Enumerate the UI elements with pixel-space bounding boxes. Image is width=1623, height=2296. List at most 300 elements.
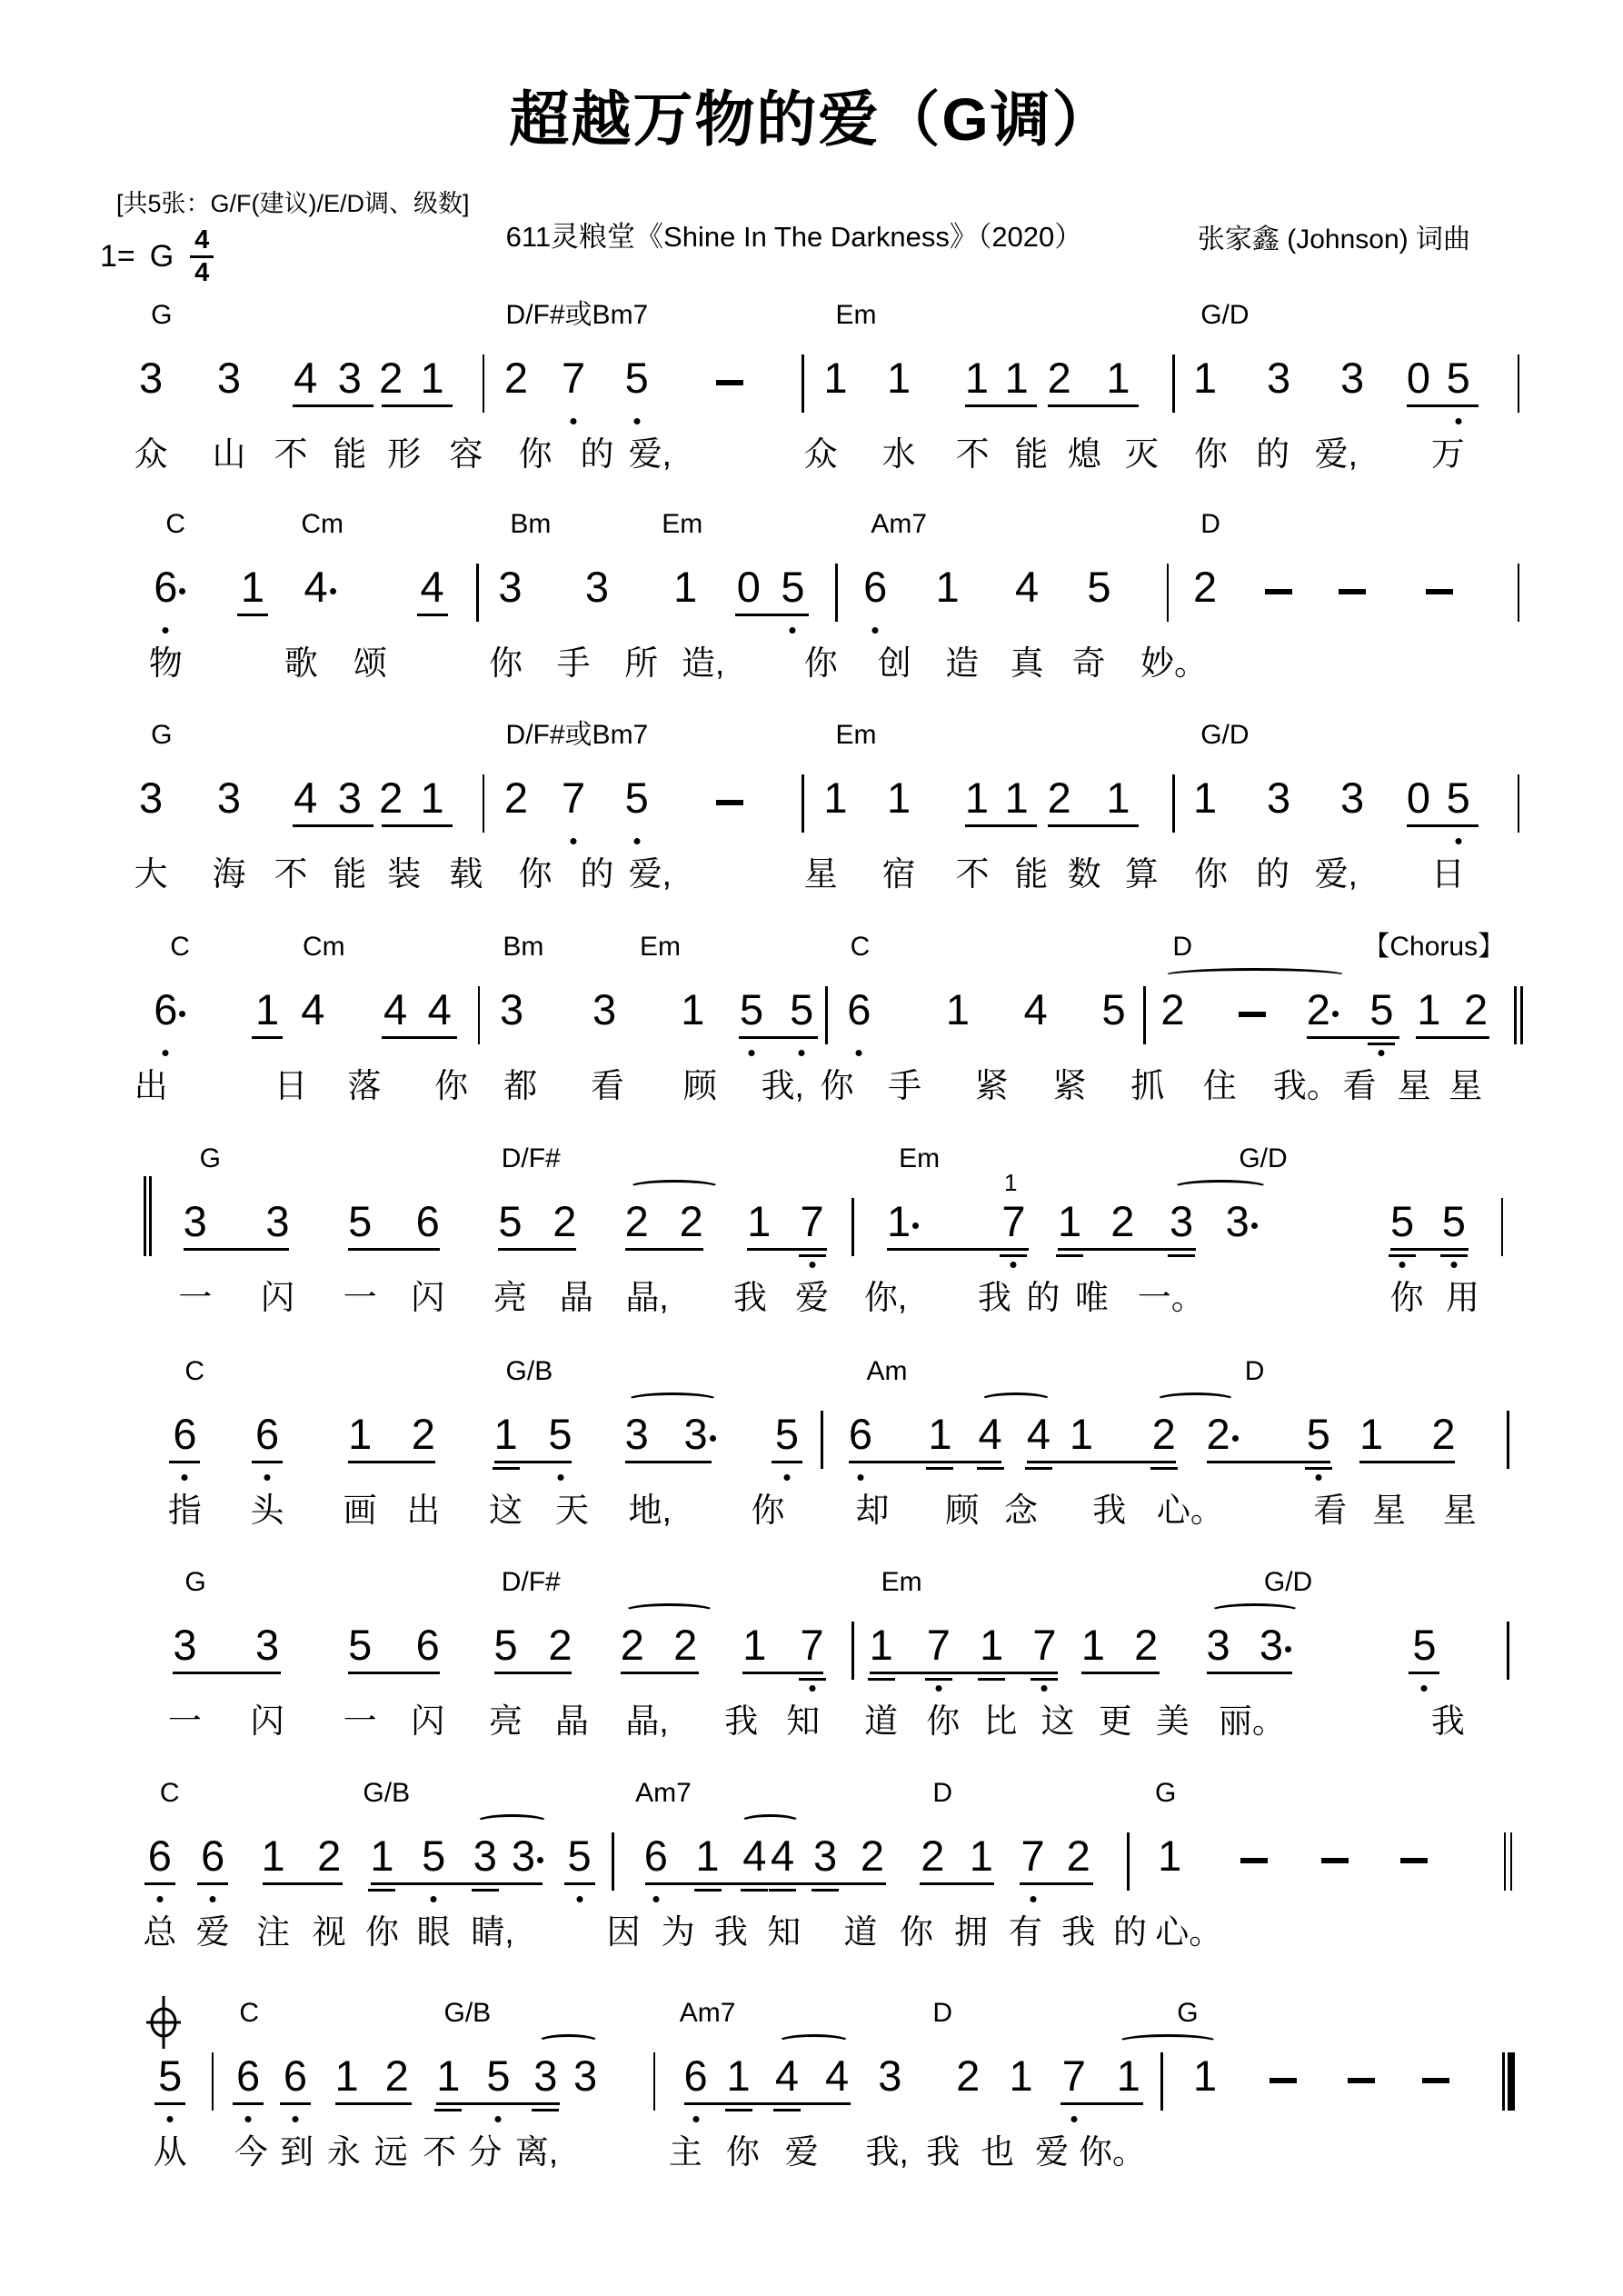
edition-note: [共5张：G/F(建议)/E/D调、级数] <box>116 190 470 217</box>
low-octave-dot <box>652 1896 659 1902</box>
note-digit: 5 <box>422 1832 446 1880</box>
chord-label: D <box>1200 509 1220 539</box>
lyric-syllable: 众 <box>134 435 168 473</box>
sustain-dash <box>716 380 743 385</box>
note-digit: 3 <box>1259 1621 1284 1669</box>
beam-line <box>645 1882 885 1885</box>
lyric-syllable: 我 <box>1061 1913 1096 1951</box>
note-digit: 5 <box>1087 563 1111 611</box>
lyric-syllable: 海 <box>212 855 246 893</box>
lyric-syllable: 爱 <box>195 1913 230 1951</box>
sustain-dash <box>1422 2078 1449 2083</box>
low-octave-dot <box>809 1685 815 1692</box>
low-octave-dot <box>495 2116 502 2122</box>
low-octave-dot <box>749 1050 755 1056</box>
note-digit: 3 <box>1266 354 1291 402</box>
low-octave-dot <box>1455 838 1461 844</box>
music-line <box>82 509 1554 722</box>
lyric-syllable: 你 <box>751 1492 785 1529</box>
slur-arc <box>623 1603 714 1619</box>
low-octave-dot <box>1070 2116 1077 2122</box>
lyric-syllable: 众 <box>803 435 838 473</box>
lyric-syllable: 爱, <box>628 435 672 473</box>
note-digit: 2 <box>1134 1621 1159 1669</box>
lyric-syllable: 奇 <box>1071 644 1106 682</box>
beam-line <box>684 2102 851 2105</box>
key-letter: G <box>149 239 174 274</box>
note-digit: 5 <box>1369 985 1394 1033</box>
augmentation-dot <box>1251 1223 1258 1229</box>
note-digit: 3 <box>139 354 164 402</box>
low-octave-dot <box>872 627 879 634</box>
note-digit: 3 <box>1339 354 1365 402</box>
lyric-syllable: 头 <box>250 1492 284 1529</box>
sustain-dash <box>1270 2078 1297 2083</box>
slur-arc <box>777 2034 851 2050</box>
lyric-syllable: 今 <box>234 2133 268 2171</box>
lyric-syllable: 一 <box>343 1279 377 1316</box>
note-digit: 2 <box>624 1197 649 1245</box>
note-underline-2 <box>868 1678 895 1681</box>
lyric-syllable: 你 <box>803 644 838 682</box>
note-underline <box>417 614 448 616</box>
low-octave-dot <box>1399 1262 1406 1268</box>
lyric-syllable: 我 <box>977 1279 1011 1316</box>
barline <box>1143 986 1146 1044</box>
chord-label: G <box>1154 1778 1177 1808</box>
note-digit: 4 <box>304 563 328 611</box>
barline <box>653 2052 656 2111</box>
start-double-barline <box>144 1176 146 1256</box>
note-underline <box>144 1882 175 1885</box>
note-digit: 4 <box>294 774 318 822</box>
note-digit: 1 <box>348 1410 373 1458</box>
low-octave-dot <box>809 1262 815 1268</box>
note-digit: 0 <box>736 563 761 611</box>
lyric-syllable: 你 <box>820 1067 854 1104</box>
chord-label: G/D <box>1263 1567 1313 1597</box>
note-digit: 1 <box>1080 1621 1106 1669</box>
lyric-syllable: 地, <box>628 1492 672 1529</box>
beam-line <box>173 1672 280 1674</box>
lyric-syllable: 为 <box>661 1913 695 1951</box>
lyric-syllable: 晶 <box>554 1702 589 1740</box>
chord-label: Bm <box>510 509 552 539</box>
lyric-syllable: 星 <box>1442 1492 1477 1529</box>
lyric-syllable: 出 <box>134 1067 168 1104</box>
note-digit: 2 <box>860 1832 885 1880</box>
lyric-syllable: 水 <box>881 435 916 473</box>
low-octave-dot <box>292 2116 298 2122</box>
barline <box>1501 1198 1504 1256</box>
slur-arc <box>980 1393 1051 1408</box>
lyric-syllable: 你 <box>518 435 553 473</box>
beam-line <box>1407 404 1479 407</box>
lyric-syllable: 我 <box>724 1702 759 1740</box>
note-digit: 7 <box>1001 1197 1026 1245</box>
note-digit: 1 <box>823 774 848 822</box>
lyric-syllable: 你 <box>364 1913 399 1951</box>
note-digit: 2 <box>503 354 528 402</box>
barline <box>825 986 828 1044</box>
note-digit: 1 <box>969 1832 993 1880</box>
lyric-syllable: 视 <box>312 1913 346 1951</box>
chord-label: Cm <box>301 509 344 539</box>
lyric-syllable: 能 <box>1014 855 1049 893</box>
beam-line <box>742 1672 823 1674</box>
beam-line <box>382 824 453 827</box>
lyric-syllable: 念 <box>1004 1492 1039 1529</box>
note-digit: 7 <box>562 774 586 822</box>
barline <box>476 564 479 622</box>
lyric-syllable: 一 <box>178 1279 213 1316</box>
note-digit: 6 <box>154 985 178 1033</box>
low-octave-dot <box>790 627 796 634</box>
slur-arc <box>537 2034 601 2050</box>
beam-line <box>371 1882 543 1885</box>
sustain-dash <box>1240 1858 1268 1863</box>
note-digit: 7 <box>1021 1832 1045 1880</box>
lyric-syllable: 山 <box>212 435 246 473</box>
lyric-syllable: 我 <box>1092 1492 1127 1529</box>
lyric-syllable: 这 <box>489 1492 523 1529</box>
note-digit: 2 <box>679 1197 703 1245</box>
note-underline-2 <box>925 1678 952 1681</box>
slur-arc <box>1162 968 1348 983</box>
beam-line <box>494 1461 573 1463</box>
lyric-syllable: 闪 <box>411 1279 445 1316</box>
chord-label: D <box>932 1778 953 1808</box>
note-digit: 5 <box>624 354 649 402</box>
lyric-syllable: 指 <box>167 1492 202 1529</box>
beam-line <box>1416 1036 1489 1039</box>
note-underline-2 <box>1440 1254 1468 1257</box>
note-digit: 4 <box>1026 1410 1051 1458</box>
note-digit: 5 <box>1101 985 1126 1033</box>
note-digit: 2 <box>1047 354 1071 402</box>
lyric-syllable: 有 <box>1008 1913 1042 1951</box>
note-underline-2 <box>1305 1467 1332 1470</box>
chord-label: G <box>199 1143 221 1173</box>
note-digit: 5 <box>1306 1410 1330 1458</box>
chord-label: G/D <box>1239 1143 1288 1173</box>
note-digit: 0 <box>1406 354 1431 402</box>
note-digit: 4 <box>294 354 318 402</box>
lyric-syllable: 闪 <box>411 1702 445 1740</box>
note-digit: 7 <box>800 1197 824 1245</box>
note-digit: 1 <box>945 985 970 1033</box>
note-digit: 4 <box>383 985 408 1033</box>
note-digit: 7 <box>1061 2051 1086 2100</box>
beam-line <box>436 2102 560 2105</box>
low-octave-dot <box>783 1474 790 1481</box>
chord-label: G/B <box>443 1998 492 2028</box>
chord-label: Cm <box>303 932 345 962</box>
time-numerator: 4 <box>194 225 210 255</box>
note-digit: 6 <box>235 2051 261 2100</box>
note-underline-2 <box>1056 1254 1083 1257</box>
beam-line <box>1359 1461 1455 1463</box>
note-underline-2 <box>434 2109 462 2111</box>
music-line <box>82 1998 1554 2211</box>
chord-label: D/F# <box>501 1143 561 1173</box>
note-digit: 2 <box>1206 1410 1230 1458</box>
note-digit: 2 <box>379 774 403 822</box>
augmentation-dot <box>710 1435 716 1442</box>
sustain-dash <box>1239 1012 1266 1017</box>
coda-icon <box>144 1992 183 2057</box>
sustain-dash <box>1265 589 1292 594</box>
sustain-dash <box>1426 589 1453 594</box>
lyric-syllable: 晶 <box>559 1279 593 1316</box>
music-line <box>82 720 1554 933</box>
beam-line <box>498 1248 576 1251</box>
lyric-syllable: 一 <box>167 1702 202 1740</box>
sustain-dash <box>1321 1858 1349 1863</box>
note-digit: 3 <box>1266 774 1291 822</box>
lyric-syllable: 美 <box>1155 1702 1190 1740</box>
note-digit: 4 <box>1023 985 1048 1033</box>
note-digit: 2 <box>411 1410 435 1458</box>
low-octave-dot <box>856 1050 862 1056</box>
note-digit: 3 <box>1339 774 1365 822</box>
note-underline-2 <box>773 2109 801 2111</box>
grace-note: 1 <box>1003 1169 1018 1196</box>
note-underline-2 <box>769 1889 796 1892</box>
note-digit: 1 <box>240 563 264 611</box>
chord-label: Am7 <box>635 1778 692 1808</box>
time-signature <box>190 227 214 286</box>
slur-arc <box>1172 1180 1268 1195</box>
lyric-syllable: 紧 <box>1052 1067 1087 1104</box>
lyric-syllable: 也 <box>981 2133 1015 2171</box>
beam-line <box>920 1882 995 1885</box>
lyric-syllable: 永 <box>326 2133 361 2171</box>
note-digit: 1 <box>887 1197 911 1245</box>
low-octave-dot <box>633 838 640 844</box>
lyric-syllable: 晶, <box>625 1279 669 1316</box>
chord-label: D/F# <box>501 1567 561 1597</box>
note-digit: 1 <box>1192 2051 1218 2100</box>
lyric-syllable: 熄 <box>1067 435 1101 473</box>
beam-line <box>1020 1882 1093 1885</box>
note-digit: 3 <box>337 774 362 822</box>
note-digit: 5 <box>781 563 805 611</box>
sustain-dash <box>1348 2078 1375 2083</box>
chord-label: C <box>239 1998 259 2028</box>
beam-line <box>621 1672 699 1674</box>
barline <box>1160 2052 1163 2111</box>
lyric-syllable: 我, <box>865 2133 909 2171</box>
note-digit: 1 <box>334 2051 359 2100</box>
lyric-syllable: 从 <box>153 2133 187 2171</box>
lyric-syllable: 一 <box>343 1702 377 1740</box>
lyric-syllable: 拥 <box>953 1913 988 1951</box>
note-underline-2 <box>1031 1678 1058 1681</box>
lyric-syllable: 你。 <box>1079 2133 1146 2171</box>
note-digit: 3 <box>1170 1197 1194 1245</box>
lyric-syllable: 载 <box>449 855 483 893</box>
lyric-syllable: 用 <box>1446 1279 1480 1316</box>
lyric-syllable: 落 <box>347 1067 382 1104</box>
beam-line <box>1048 404 1139 407</box>
chord-label: Em <box>662 509 703 539</box>
lyric-syllable: 丽。 <box>1218 1702 1286 1740</box>
barline <box>802 354 804 413</box>
note-underline <box>197 1882 228 1885</box>
low-octave-dot <box>245 2116 252 2122</box>
chord-label: G/B <box>505 1356 553 1386</box>
slur-arc <box>626 1393 719 1408</box>
note-digit: 1 <box>370 1832 394 1880</box>
beam-line <box>263 1882 342 1885</box>
note-digit: 3 <box>1225 1197 1250 1245</box>
lyric-syllable: 分 <box>468 2133 503 2171</box>
note-underline-2 <box>1368 1043 1395 1045</box>
double-barline <box>1514 986 1517 1044</box>
lyric-syllable: 比 <box>983 1702 1018 1740</box>
note-digit: 2 <box>673 1621 698 1669</box>
note-digit: 2 <box>1464 985 1489 1033</box>
lyric-syllable: 万 <box>1430 435 1465 473</box>
music-line <box>82 1567 1554 1780</box>
lyric-syllable: 你 <box>1194 435 1229 473</box>
note-digit: 1 <box>255 985 280 1033</box>
barline <box>1127 1832 1130 1891</box>
note-digit: 4 <box>771 1832 795 1880</box>
note-digit: 4 <box>427 985 452 1033</box>
note-digit: 3 <box>584 563 610 611</box>
sustain-dash <box>1400 1858 1428 1863</box>
section-label: 【Chorus】 <box>1362 932 1506 962</box>
beam-line <box>335 2102 412 2105</box>
music-line <box>82 932 1554 1144</box>
music-line <box>82 1356 1554 1569</box>
chord-label: D <box>1244 1356 1265 1386</box>
beam-line <box>625 1248 703 1251</box>
note-digit: 5 <box>158 2051 183 2100</box>
low-octave-dot <box>857 1474 863 1481</box>
lyric-syllable: 我 <box>1430 1702 1465 1740</box>
chord-label: C <box>850 932 871 962</box>
lyric-syllable: 你 <box>518 855 553 893</box>
beam-line <box>348 1672 439 1674</box>
note-digit: 1 <box>747 1197 772 1245</box>
chord-label: G/D <box>1200 300 1250 330</box>
note-digit: 5 <box>1412 1621 1437 1669</box>
lyric-syllable: 能 <box>333 435 367 473</box>
note-digit: 3 <box>878 2051 902 2100</box>
slur-arc <box>475 1814 549 1830</box>
note-digit: 3 <box>1206 1621 1230 1669</box>
low-octave-dot <box>1011 1262 1017 1268</box>
note-digit: 2 <box>1066 1832 1090 1880</box>
note-digit: 6 <box>847 985 871 1033</box>
note-digit: 1 <box>935 563 960 611</box>
note-digit: 6 <box>147 1832 172 1880</box>
note-digit: 2 <box>1110 1197 1135 1245</box>
lyric-syllable: 的 <box>580 855 614 893</box>
note-digit: 1 <box>1192 774 1218 822</box>
chord-label: Em <box>639 932 681 962</box>
note-digit: 2 <box>1160 985 1185 1033</box>
note-digit: 1 <box>1417 985 1441 1033</box>
lyric-syllable: 宿 <box>881 855 916 893</box>
note-underline <box>564 1882 595 1885</box>
note-underline-2 <box>725 2109 752 2111</box>
note-digit: 3 <box>624 1410 649 1458</box>
note-digit: 3 <box>511 1832 536 1880</box>
barline <box>1167 564 1170 622</box>
note-digit: 0 <box>1406 774 1431 822</box>
low-octave-dot <box>571 838 577 844</box>
beam-line <box>293 404 373 407</box>
lyric-syllable: 爱, <box>628 855 672 893</box>
note-digit: 1 <box>964 774 990 822</box>
lyric-syllable: 容 <box>449 435 483 473</box>
beam-line <box>184 1248 290 1251</box>
note-digit: 1 <box>1116 2051 1140 2100</box>
lyric-syllable: 主 <box>668 2133 702 2171</box>
beam-line <box>1207 1672 1292 1674</box>
beam-line <box>1060 2102 1143 2105</box>
chord-label: C <box>165 509 185 539</box>
lyric-syllable: 日 <box>1430 855 1465 893</box>
note-digit: 6 <box>863 563 888 611</box>
note-digit: 3 <box>592 985 617 1033</box>
note-digit: 5 <box>493 1621 518 1669</box>
lyric-syllable: 所 <box>624 644 659 682</box>
slur-arc <box>1117 2034 1219 2050</box>
sustain-dash <box>716 800 743 805</box>
lyric-syllable: 不 <box>274 435 308 473</box>
barline <box>821 1411 823 1469</box>
note-digit: 6 <box>201 1832 225 1880</box>
barline <box>483 354 485 413</box>
lyric-syllable: 物 <box>148 644 183 682</box>
lyric-syllable: 的 <box>1026 1279 1060 1316</box>
lyric-syllable: 星 <box>803 855 838 893</box>
lyric-syllable: 装 <box>387 855 422 893</box>
augmentation-dot <box>330 588 336 594</box>
note-underline-2 <box>472 1889 499 1892</box>
lyric-syllable: 的 <box>1256 855 1290 893</box>
note-digit: 1 <box>742 1621 767 1669</box>
note-digit: 4 <box>824 2051 850 2100</box>
lyric-syllable: 创 <box>877 644 911 682</box>
lyric-syllable: 爱 <box>784 2133 819 2171</box>
note-underline <box>154 2102 185 2105</box>
double-barline <box>1510 1832 1513 1891</box>
lyric-syllable: 不 <box>955 435 990 473</box>
lyric-syllable: 你 <box>1389 1279 1424 1316</box>
lyric-syllable: 的 <box>580 435 614 473</box>
lyric-syllable: 你 <box>1194 855 1229 893</box>
note-digit: 1 <box>261 1832 285 1880</box>
lyric-syllable: 亮 <box>493 1279 527 1316</box>
note-digit: 3 <box>183 1197 207 1245</box>
chord-label: D <box>932 1998 953 2028</box>
lyric-syllable: 总 <box>143 1913 177 1951</box>
lyric-syllable: 知 <box>767 1913 802 1951</box>
chord-label: D/F#或Bm7 <box>505 720 649 750</box>
note-underline-2 <box>493 1467 520 1470</box>
low-octave-dot <box>633 418 640 424</box>
note-digit: 4 <box>1014 563 1040 611</box>
note-digit: 5 <box>348 1197 373 1245</box>
beam-line <box>1390 1248 1469 1251</box>
double-barline <box>1504 1832 1507 1891</box>
